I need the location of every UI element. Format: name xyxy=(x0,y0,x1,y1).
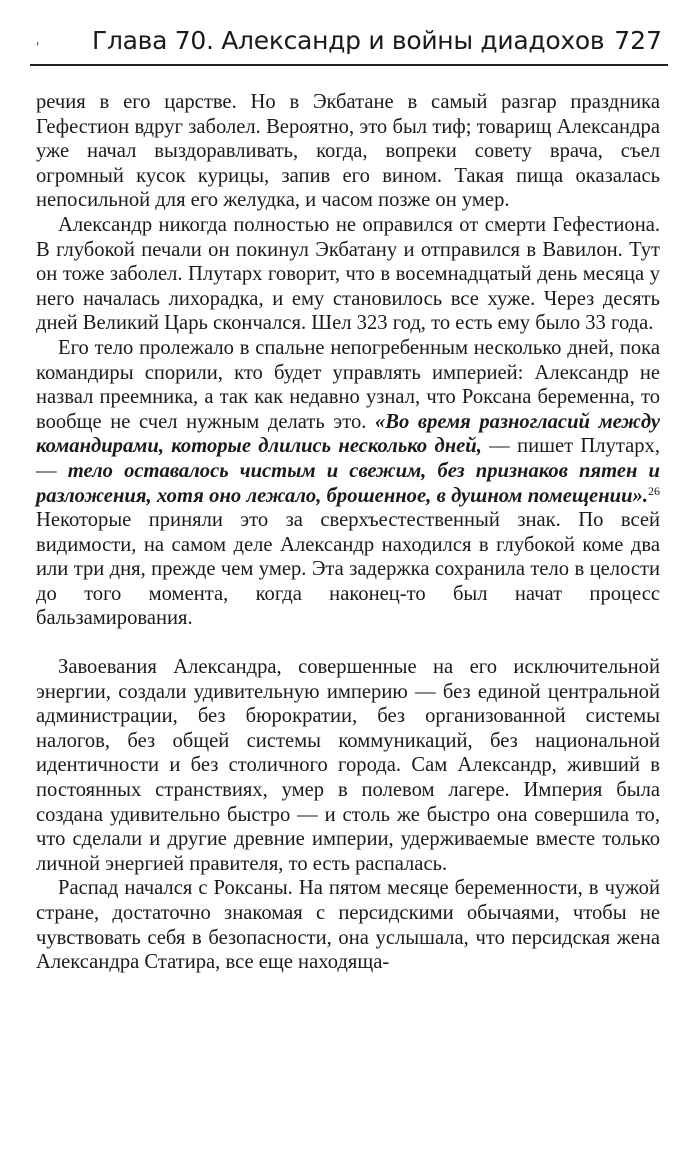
running-head xyxy=(30,22,668,66)
paragraph-2: Александр никогда полностью не оправился от смерти Гефестиона. В глубокой печали он покинул Экбатану и отправился в Вавилон. Тут он тоже заболел. Плутарх говорит, что в восемнадцатый день месяца у него началась лихорадка, и ему становилось все хуже. Через десять дней Великий Царь скончался. Шел 323 год, то есть ему было 33 года. xyxy=(36,213,660,335)
corner-mark: ' xyxy=(36,40,40,54)
chapter-title: Глава 70. Александр и войны диадохов xyxy=(92,26,605,55)
paragraph-5: Распад начался с Роксаны. На пятом месяце беременности, в чужой стране, достаточно знакомая с персидскими обычаями, чтобы не чувствовать себя в безопасности, она услышала, что персидская жена Александра Статира, все еще находяща- xyxy=(36,877,660,974)
page-body xyxy=(36,90,660,975)
paragraph-3-start: Его тело пролежало в спальне непогребенным несколько дней, пока командиры спорили, кто будет управлять империей: Александр не назвал преемника, а так как недавно узнал, что Роксана беременна, то вообще не счел нужным делать это. xyxy=(36,336,660,433)
paragraph-3 xyxy=(36,336,660,631)
section-break xyxy=(36,631,660,655)
page-number: 727 xyxy=(614,26,662,55)
plutarch-quote-part-2: тело оставалось чистым и свежим, без признаков пятен и разложения, хотя оно лежало, брошенное, в душном помещении». xyxy=(36,459,660,507)
footnote-marker: 26 xyxy=(648,483,660,498)
plutarch-quote-part-1: «Во время разногласий между командирами, которые длились несколько дней, xyxy=(36,410,661,458)
paragraph-4: Завоевания Александра, совершенные на его исключительной энергии, создали удивительную империю — без единой центральной администрации, без бюрократии, без организованной системы налогов, без общей системы коммуникаций, без национальной идентичности и без столичного города. Сам Александр, живший в постоянных странствиях, умер в полевом лагере. Империя была создана удивительно быстро — и столь же быстро она совершила то, что сделали и другие древние империи, удерживаемые вместе только личной энергией правителя, то есть распалась. xyxy=(36,656,660,875)
paragraph-3-end: Некоторые приняли это за сверхъестественный знак. По всей видимости, на самом деле Александр находился в глубокой коме два или три дня, прежде чем умер. Эта задержка сохранила тело в целости до того момента, когда наконец-то был начат процесс бальзамирования. xyxy=(36,509,660,630)
paragraph-1: речия в его царстве. Но в Экбатане в самый разгар праздника Гефестион вдруг заболел. Вероятно, это был тиф; товарищ Александра уже начал выздоравливать, когда, вопреки совету врача, съел огромный кусок курицы, запив его вином. Такая пища оказалась непосильной для его желудка, и часом позже он умер. xyxy=(36,91,660,212)
quote-attribution: — пишет Плутарх, — xyxy=(36,435,660,482)
